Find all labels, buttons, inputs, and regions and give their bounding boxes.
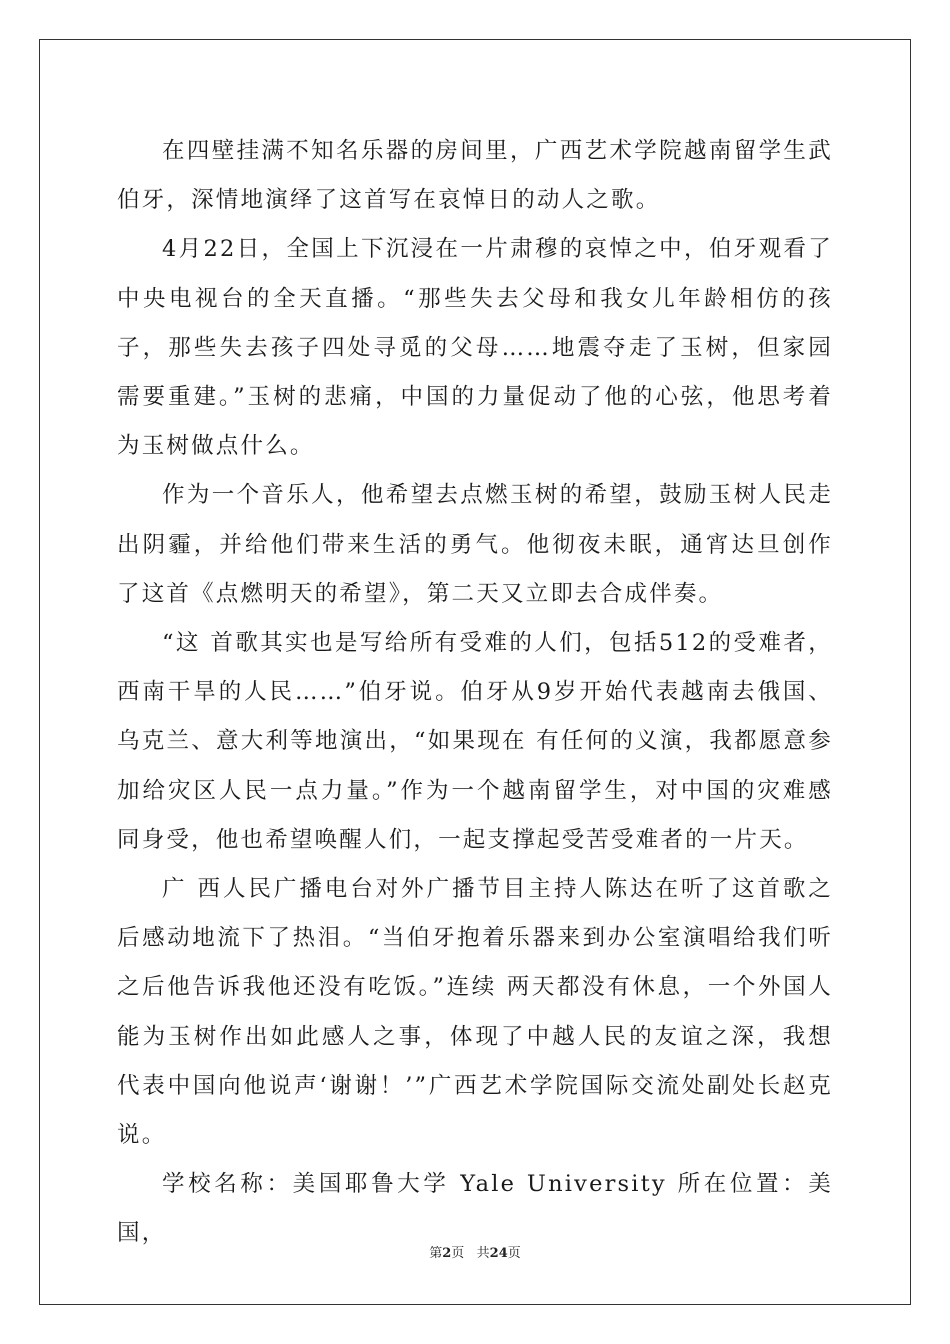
paragraph-6: 学校名称：美国耶鲁大学 Yale University 所在位置：美国， — [117, 1171, 833, 1247]
document-body — [117, 127, 833, 1259]
total-pages-number: 24 — [489, 1246, 508, 1261]
footer-suffix: 页 — [507, 1246, 521, 1261]
footer-middle: 页 共 — [451, 1246, 490, 1261]
footer-prefix: 第 — [429, 1246, 443, 1261]
current-page-number: 2 — [442, 1246, 452, 1261]
paragraph-1: 在四壁挂满不知名乐器的房间里，广西艺术学院越南留学生武伯牙，深情地演绎了这首写在哀悼日的动人之歌。 — [117, 138, 833, 214]
paragraph-2: 4月22日，全国上下沉浸在一片肃穆的哀悼之中，伯牙观看了中央电视台的全天直播。“那些失去父母和我女儿年龄相仿的孩子，那些失去孩子四处寻觅的父母……地震夺走了玉树，但家园需要重建。”玉树的悲痛，中国的力量促动了他的心弦，他思考着为玉树做点什么。 — [117, 236, 833, 460]
paragraph-3: 作为一个音乐人，他希望去点燃玉树的希望，鼓励玉树人民走出阴霾，并给他们带来生活的勇气。他彻夜未眠，通宵达旦创作了这首《点燃明天的希望》，第二天又立即去合成伴奏。 — [117, 482, 833, 607]
paragraph-4: “这 首歌其实也是写给所有受难的人们，包括512的受难者，西南干旱的人民……”伯牙说。伯牙从9岁开始代表越南去俄国、乌克兰、意大利等地演出，“如果现在 有任何的义演，我都愿意参加给灾区人民一点力量。”作为一个越南留学生，对中国的灾难感同身受，他也希望唤醒人们，一起支撑起受苦受难者的一片天。 — [117, 630, 833, 853]
page-number-footer — [0, 1245, 950, 1263]
paragraph-5: 广 西人民广播电台对外广播节目主持人陈达在听了这首歌之后感动地流下了热泪。“当伯牙抱着乐器来到办公室演唱给我们听之后他告诉我他还没有吃饭。”连续 两天都没有休息，一个外国人能为玉树作出如此感人之事，体现了中越人民的友谊之深，我想代表中国向他说声‘谢谢！’”广西艺术学院国际交流处副处长赵克 说。 — [117, 876, 833, 1149]
